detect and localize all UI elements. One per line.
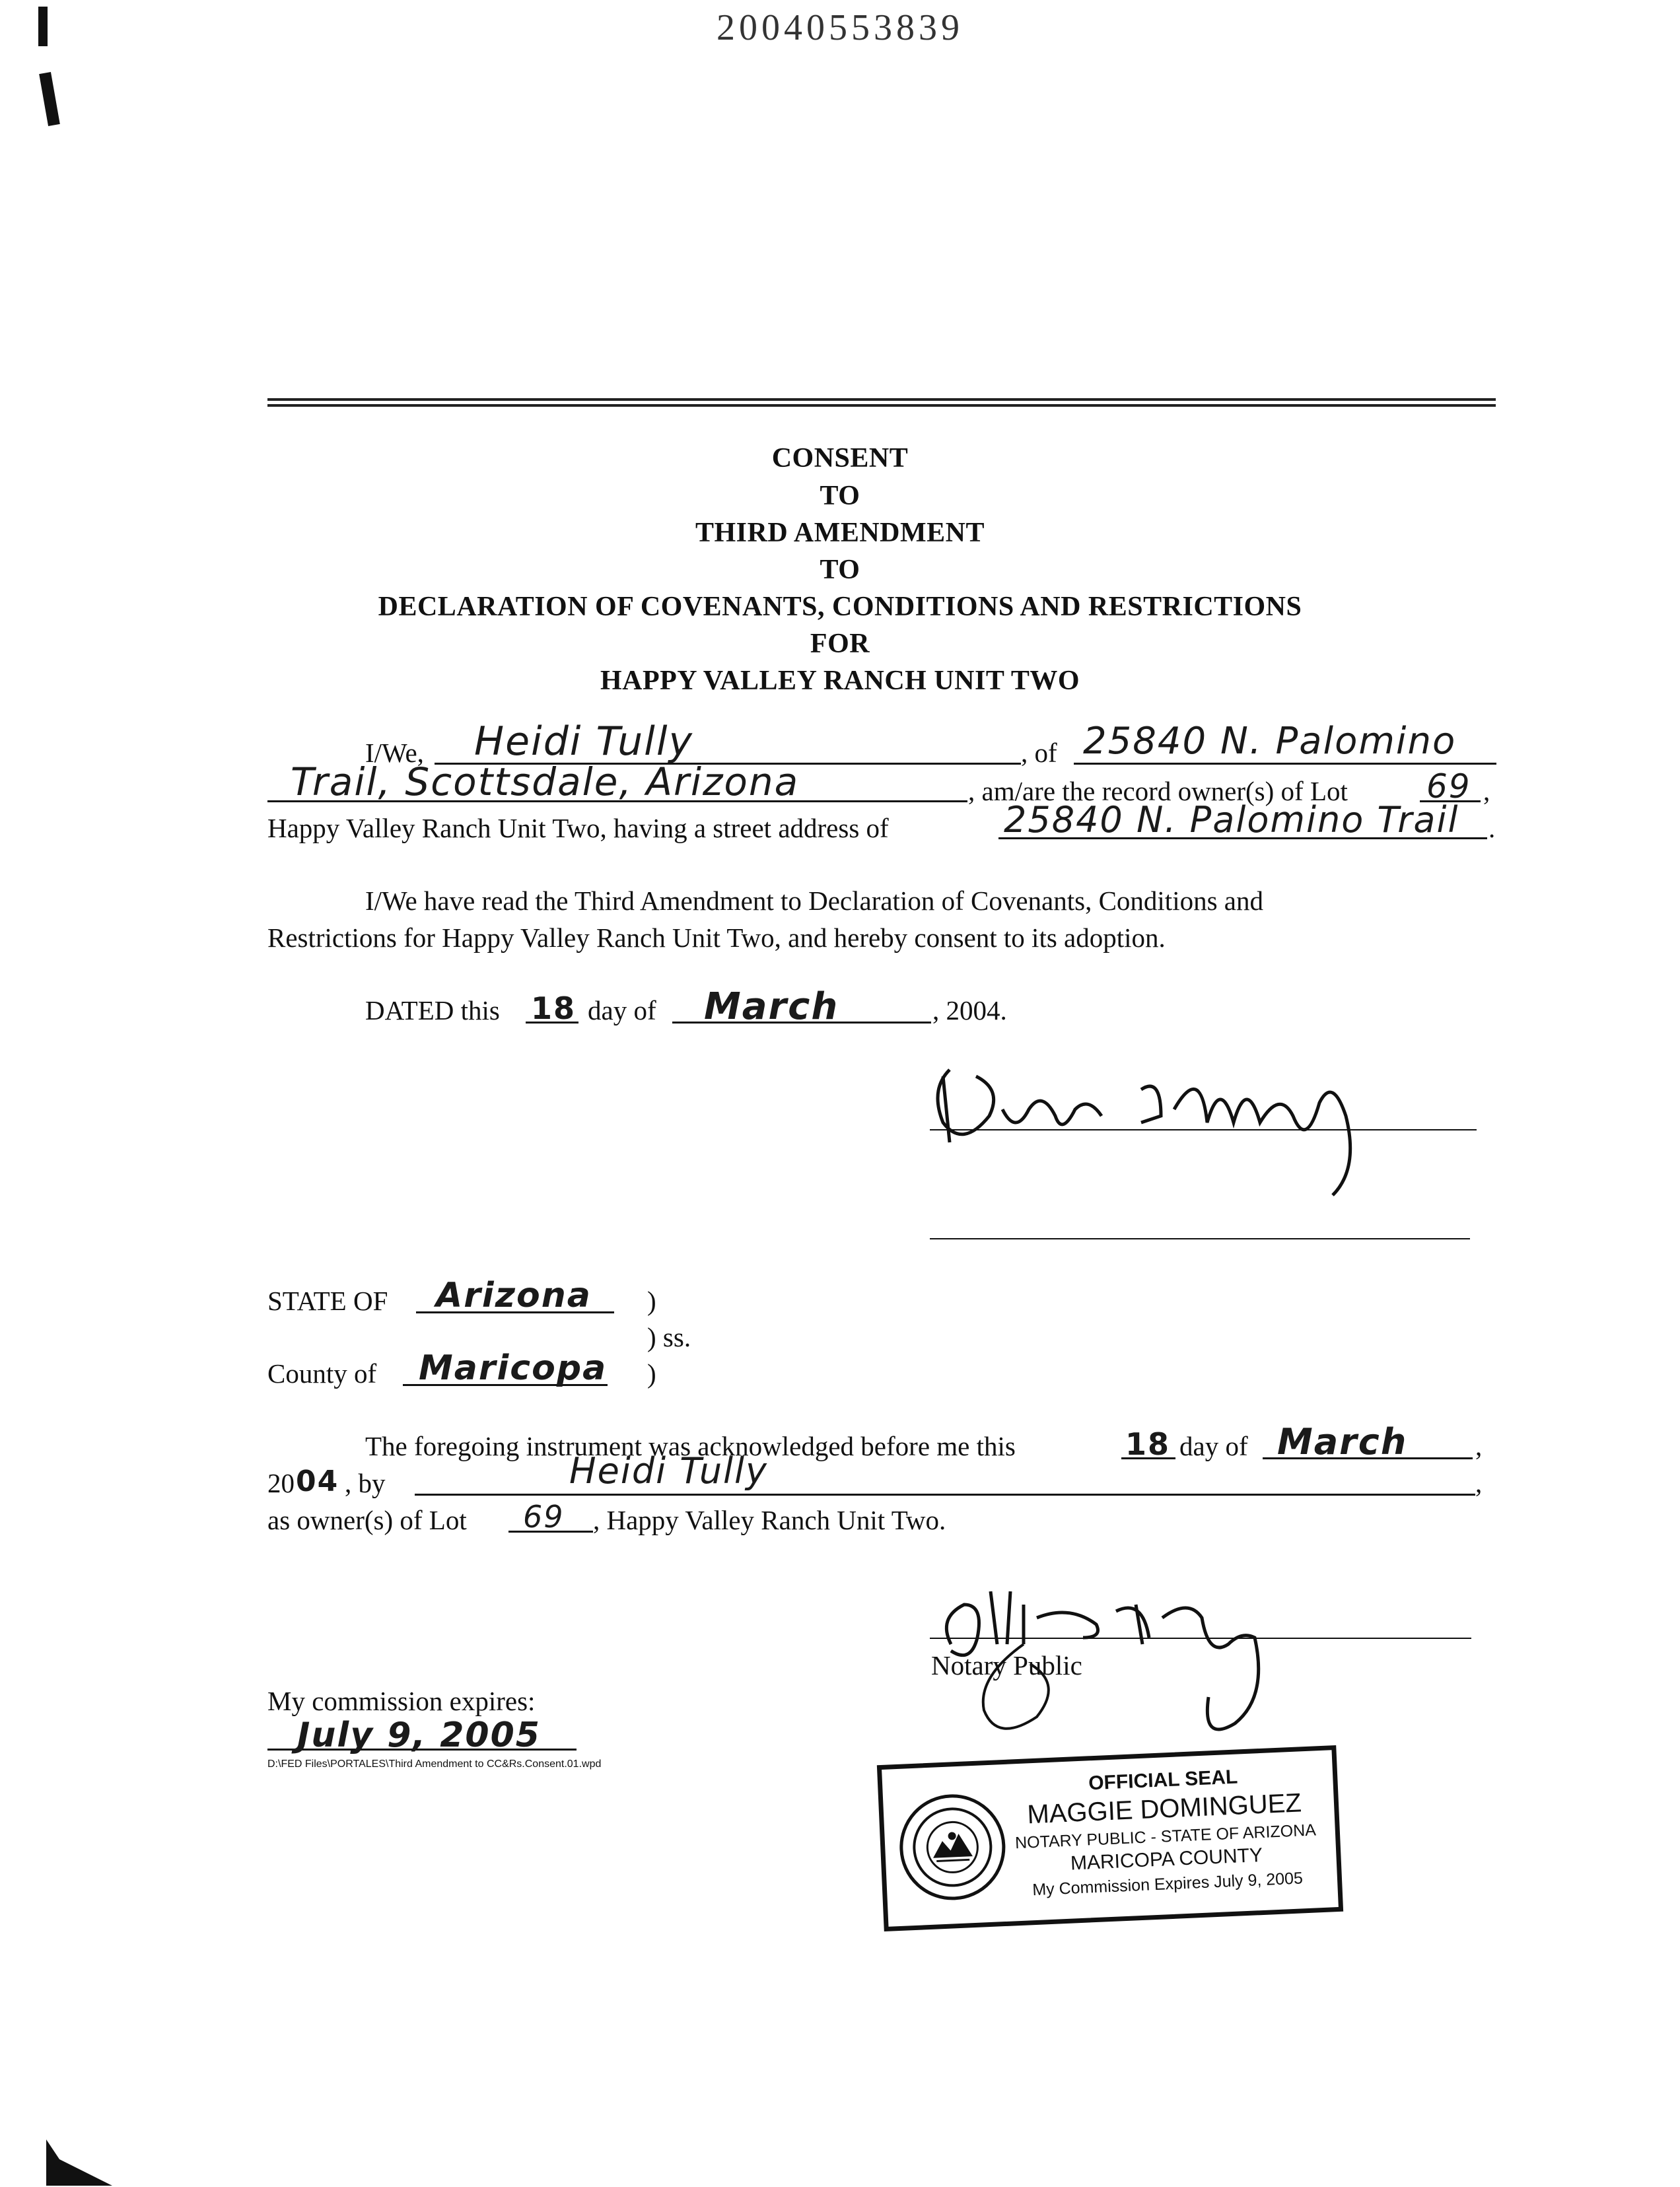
state-handwritten: Arizona — [436, 1276, 592, 1315]
ack-year-prefix: 20 — [267, 1468, 295, 1498]
recording-number: 20040553839 — [717, 7, 963, 48]
ack-unit-text: , Happy Valley Ranch Unit Two. — [593, 1505, 946, 1535]
scan-mark — [39, 72, 60, 126]
title-for: FOR — [810, 629, 870, 659]
of-label: , of — [1021, 738, 1057, 768]
iwe-label: I/We, — [365, 738, 424, 768]
title-to-2: TO — [820, 555, 860, 585]
consent-paragraph-line-2: Restrictions for Happy Valley Ranch Unit Two, and hereby consent to its adoption. — [267, 922, 1166, 953]
ack-name-line — [415, 1494, 1475, 1496]
address-handwritten-2: Trail, Scottsdale, Arizona — [291, 759, 800, 804]
owner-name-handwritten: Heidi Tully — [474, 718, 694, 765]
lot-comma: , — [1483, 776, 1490, 806]
lot-handwritten: 69 — [1426, 767, 1471, 806]
ack-name-comma: , — [1475, 1468, 1483, 1498]
county-handwritten: Maricopa — [419, 1348, 608, 1388]
arizona-state-seal-icon — [897, 1792, 1008, 1902]
as-owner-label: as owner(s) of Lot — [267, 1505, 467, 1535]
ack-day-of: day of — [1179, 1431, 1248, 1461]
title-consent: CONSENT — [771, 443, 909, 473]
seal-line-official: OFFICIAL SEAL — [1088, 1766, 1238, 1795]
ack-by-label: , by — [345, 1468, 386, 1498]
second-signature-line — [930, 1238, 1470, 1239]
ack-day-handwritten: 18 — [1125, 1426, 1171, 1462]
address-period: . — [1488, 813, 1496, 843]
dated-day-of: day of — [588, 995, 656, 1025]
ack-text: The foregoing instrument was acknowledged before me this — [365, 1431, 1016, 1461]
file-path: D:\FED Files\PORTALES\Third Amendment to CC&Rs.Consent.01.wpd — [267, 1758, 602, 1770]
unit-street-text: Happy Valley Ranch Unit Two, having a street address of — [267, 813, 889, 843]
dated-prefix: DATED this — [365, 995, 500, 1025]
ack-name-handwritten: Heidi Tully — [569, 1450, 769, 1492]
seal-line-county: MARICOPA COUNTY — [1070, 1844, 1263, 1875]
title-third-amendment: THIRD AMENDMENT — [695, 518, 985, 548]
address-line-1 — [1074, 763, 1496, 765]
dated-year: , 2004. — [932, 995, 1007, 1025]
seal-line-expires: My Commission Expires July 9, 2005 — [1032, 1869, 1304, 1900]
title-happy-valley: HAPPY VALLEY RANCH UNIT TWO — [600, 666, 1080, 696]
ack-lot-handwritten: 69 — [523, 1499, 565, 1535]
notary-public-label: Notary Public — [931, 1650, 1082, 1681]
commission-date-handwritten: July 9, 2005 — [297, 1716, 541, 1755]
header-rule-bottom — [267, 404, 1496, 407]
official-notary-seal — [877, 1745, 1343, 1931]
state-paren: ) — [647, 1286, 656, 1316]
ack-year-handwritten: 04 — [296, 1465, 339, 1498]
header-rule-top — [267, 398, 1496, 401]
dated-day-handwritten: 18 — [531, 990, 577, 1026]
consent-paragraph-line-1: I/We have read the Third Amendment to Declaration of Covenants, Conditions and — [365, 885, 1263, 916]
ss-label: ) ss. — [647, 1322, 691, 1352]
dated-month-handwritten: March — [704, 985, 839, 1028]
ack-month-handwritten: March — [1277, 1421, 1408, 1463]
state-label: STATE OF — [267, 1286, 388, 1316]
seal-line-name: MAGGIE DOMINGUEZ — [1026, 1788, 1302, 1830]
title-to-1: TO — [820, 481, 860, 511]
scan-mark — [38, 7, 48, 46]
owner-signature — [923, 1050, 1425, 1202]
notary-signature — [925, 1565, 1354, 1750]
record-owner-text: , am/are the record owner(s) of Lot — [968, 776, 1348, 806]
ack-comma: , — [1475, 1431, 1483, 1461]
commission-label: My commission expires: — [267, 1686, 536, 1716]
scan-corner-mark — [40, 2133, 119, 2187]
county-label: County of — [267, 1358, 377, 1389]
county-paren: ) — [647, 1358, 656, 1389]
seal-line-state: NOTARY PUBLIC - STATE OF ARIZONA — [1014, 1821, 1317, 1853]
street-address-handwritten: 25840 N. Palomino Trail — [1004, 799, 1459, 841]
title-declaration: DECLARATION OF COVENANTS, CONDITIONS AND RESTRICTIONS — [378, 592, 1302, 622]
address-handwritten-1: 25840 N. Palomino — [1083, 720, 1457, 763]
